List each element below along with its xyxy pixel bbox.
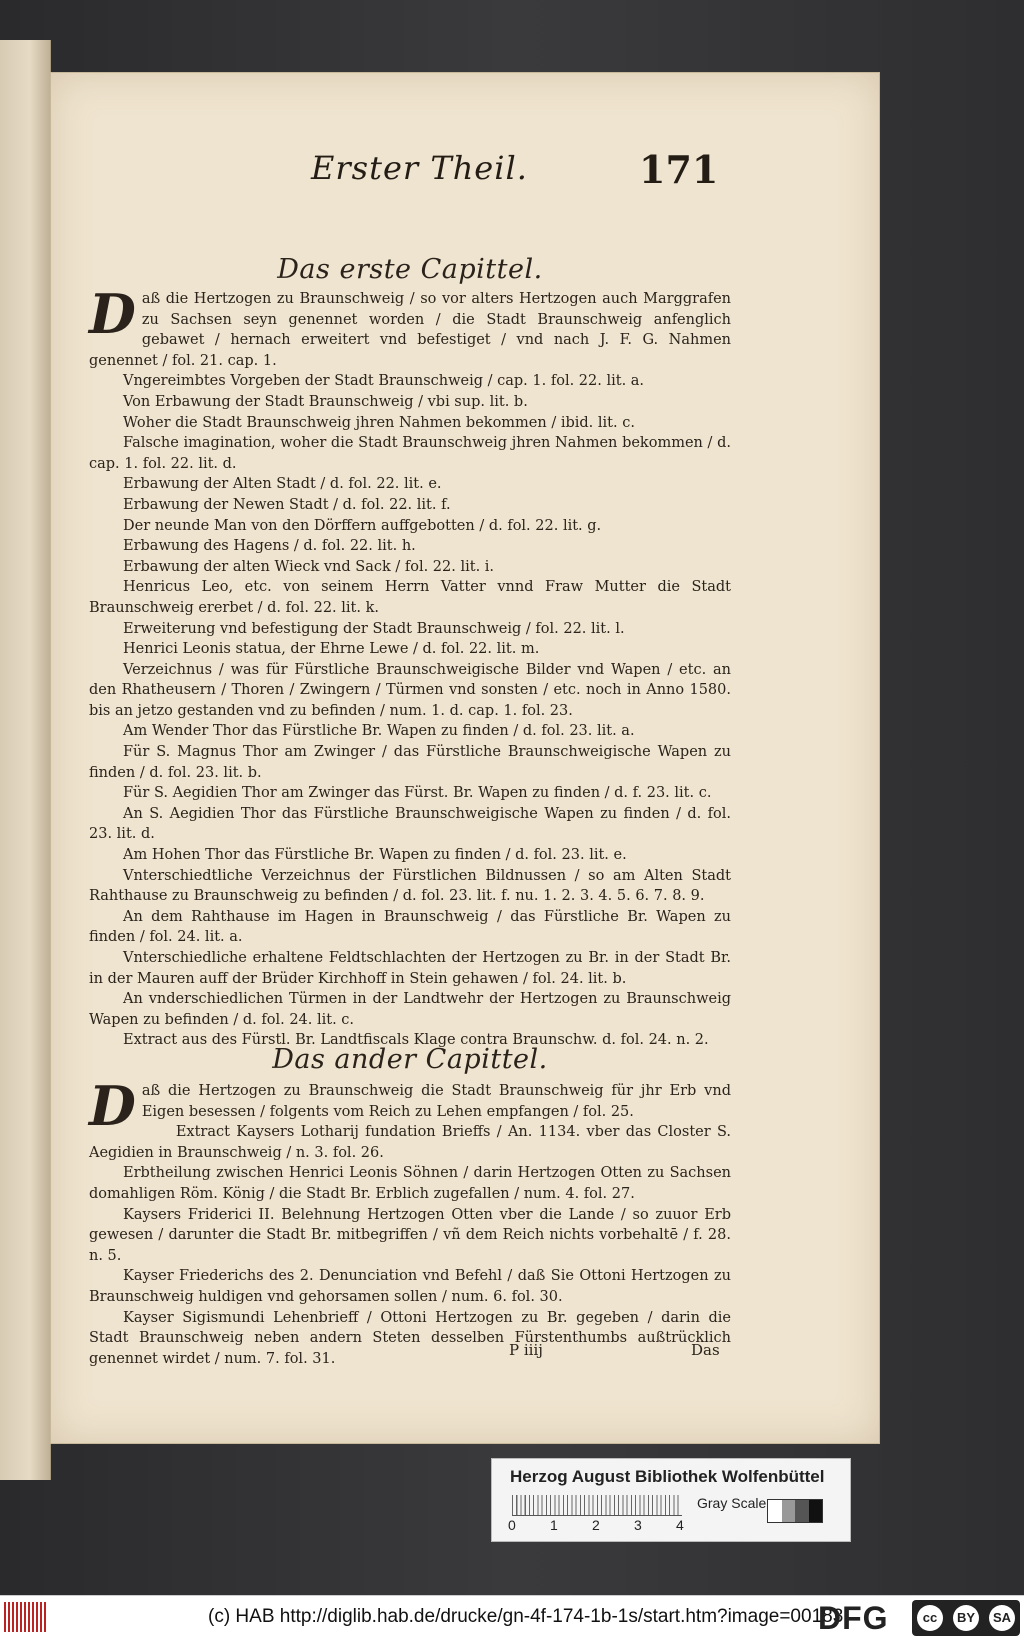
chapter1-entry: Erbawung des Hagens / d. fol. 22. lit. h. (123, 538, 416, 555)
ruler-number: 1 (550, 1517, 558, 1533)
chapter1-entry: Vnterschiedtliche Verzeichnus der Fürstlichen Bildnussen / so am Alten Stadt Rahthause zu Braunschweig zu befinden / d. fol. 23. lit. f. nu. 1. 2. 3. 4. 5. 6. 7. 8. 9. (89, 867, 731, 905)
chapter2-entry: Kayser Friederichs des 2. Denunciation vnd Befehl / daß Sie Ottoni Hertzogen zu Braunschweig huldigen vnd gehorsamen sollen / num. 6. fol. 30. (89, 1268, 731, 1305)
gray-scale-label: Gray Scale (697, 1495, 767, 1511)
ruler-number: 4 (676, 1517, 684, 1533)
chapter1-entry: Erbawung der Newen Stadt / d. fol. 22. lit. f. (123, 496, 451, 513)
chapter1-entry: Erbawung der alten Wieck vnd Sack / fol. 22. lit. i. (123, 558, 495, 575)
chapter1-entry: Von Erbawung der Stadt Braunschweig / vbi sup. lit. b. (123, 393, 528, 410)
chapter1-entry: Für S. Magnus Thor am Zwinger / das Fürstliche Braunschweigische Wapen zu finden / d. fol. 23. lit. b. (89, 744, 731, 781)
chapter1-entry: Woher die Stadt Braunschweig jhren Nahmen bekommen / ibid. lit. c. (123, 414, 635, 431)
library-name: Herzog August Bibliothek Wolfenbüttel (510, 1467, 825, 1486)
license-sa-icon: SA (989, 1605, 1015, 1631)
license-by-icon: BY (953, 1605, 979, 1631)
running-head: Erster Theil. (311, 149, 528, 187)
chapter1-entry: Der neunde Man von den Dörffern auffgebotten / d. fol. 22. lit. g. (123, 517, 602, 534)
chapter1-entry: Für S. Aegidien Thor am Zwinger das Fürst. Br. Wapen zu finden / d. f. 23. lit. c. (123, 785, 712, 802)
viewer-footer (0, 1595, 1024, 1640)
chapter1-entry: Falsche imagination, woher die Stadt Braunschweig jhren Nahmen bekommen / d. cap. 1. fol. 22. lit. d. (89, 435, 731, 472)
chapter1-entry: Verzeichnus / was für Fürstliche Braunschweigische Bilder vnd Wapen / etc. an den Rhatheusern / Thoren / Zwingern / Türmen vnd sonsten / etc. noch in Anno 1580. bis an jetzo gestanden vnd zu befinden / num. 1. d. cap. 1. fol. 23. (89, 661, 731, 719)
color-ruler-card (491, 1458, 851, 1542)
chapter1-entry: Erbawung der Alten Stadt / d. fol. 22. lit. e. (123, 476, 442, 493)
chapter1-entry: An vnderschiedlichen Türmen in der Landtwehr der Hertzogen zu Braunschweig Wapen zu befinden / d. fol. 24. lit. c. (89, 991, 731, 1028)
creative-commons-badge[interactable] (912, 1600, 1020, 1636)
chapter2-entry: Kayser Sigismundi Lehenbrieff / Ottoni Hertzogen zu Br. gegeben / darin die Stadt Braunschweig neben andern Steten desselben Fürstenthumbs außtrücklich genennet wirdet / num. 7. fol. 31. (89, 1309, 731, 1367)
chapter-1-title: Das erste Capittel. (277, 254, 543, 285)
measuring-ruler (512, 1495, 682, 1516)
signature-mark: P iiij (509, 1341, 543, 1359)
chapter1-entry: An S. Aegidien Thor das Fürstliche Braunschweigische Wapen zu finden / d. fol. 23. lit. d. (89, 805, 731, 843)
chapter1-entry: Henricus Leo, etc. von seinem Herrn Vatter vnnd Fraw Mutter die Stadt Braunschweig ererbet / d. fol. 22. lit. k. (89, 579, 731, 616)
page-number: 171 (639, 147, 719, 192)
chapter1-entry: Henrici Leonis statua, der Ehrne Lewe / d. fol. 22. lit. m. (123, 641, 540, 658)
ruler-number: 2 (592, 1517, 600, 1533)
chapter2-entry: Erbtheilung zwischen Henrici Leonis Söhnen / darin Hertzogen Otten zu Sachsen domahligen Röm. König / die Stadt Br. Erblich zugefallen / num. 4. fol. 27. (89, 1165, 731, 1202)
hab-logo-icon (4, 1602, 48, 1632)
chapter-2-title: Das ander Capittel. (272, 1044, 548, 1075)
ruler-number: 3 (634, 1517, 642, 1533)
chapter1-entry: Vngereimbtes Vorgeben der Stadt Braunschweig / cap. 1. fol. 22. lit. a. (123, 373, 645, 390)
chapter1-entry: Am Wender Thor das Fürstliche Br. Wapen zu finden / d. fol. 23. lit. a. (123, 723, 635, 740)
ruler-number: 0 (508, 1517, 516, 1533)
license-cc-icon: cc (917, 1605, 943, 1631)
attribution-link[interactable]: (c) HAB http://diglib.hab.de/drucke/gn-4f-174-1b-1s/start.htm?image=00183 (208, 1606, 844, 1627)
chapter-2-entries (89, 1074, 731, 1369)
chapter1-entry: Am Hohen Thor das Fürstliche Br. Wapen zu finden / d. fol. 23. lit. e. (123, 847, 627, 864)
chapter2-entry: Extract Kaysers Lotharij fundation Brieffs / An. 1134. vber das Closter S. Aegidien in Braunschweig / n. 3. fol. 26. (89, 1124, 731, 1161)
chapter1-entry: An dem Rahthause im Hagen in Braunschweig / das Fürstliche Br. Wapen zu finden / fol. 24. lit. a. (89, 908, 731, 946)
chapter2-entry: Daß die Hertzogen zu Braunschweig die Stadt Braunschweig für jhr Erb vnd Eigen besessen / folgents vom Reich zu Lehen empfangen / fol. 25. (89, 1074, 731, 1138)
catchword: Das (691, 1341, 720, 1359)
facing-page-edge (0, 40, 51, 1480)
chapter1-entry: Extract aus des Fürstl. Br. Landtfiscals Klage contra Braunschw. d. fol. 24. n. 2. (123, 1032, 709, 1049)
book-page (50, 72, 880, 1444)
chapter2-entry: Kaysers Friderici II. Belehnung Hertzogen Otten vber die Lande / so zuuor Erb gewesen / darunter die Stadt Br. mitbegriffen / vñ dem Reich nichts vorbehaltē / f. 28. n. 5. (89, 1206, 731, 1264)
chapter1-entry: Vnterschiedliche erhaltene Feldtschlachten der Hertzogen zu Br. in der Stadt Br. in der Mauren auff der Brüder Kirchhoff in Stein gehawen / fol. 24. lit. b. (89, 950, 731, 987)
gray-scale-swatch (767, 1499, 823, 1523)
chapter1-entry: Daß die Hertzogen zu Braunschweig / so vor alters Hertzogen auch Marggrafen zu Sachsen seyn genennet worden / die Stadt Braunschweig anfenglich gebawet / hernach erweitert vnd befestiget / vnd nach J. F. G. Nahmen genennet / fol. 21. cap. 1. (89, 282, 731, 369)
dfg-logo: DFG (818, 1600, 889, 1636)
chapter1-entry: Erweiterung vnd befestigung der Stadt Braunschweig / fol. 22. lit. l. (123, 620, 625, 637)
chapter-1-entries (89, 282, 731, 1051)
